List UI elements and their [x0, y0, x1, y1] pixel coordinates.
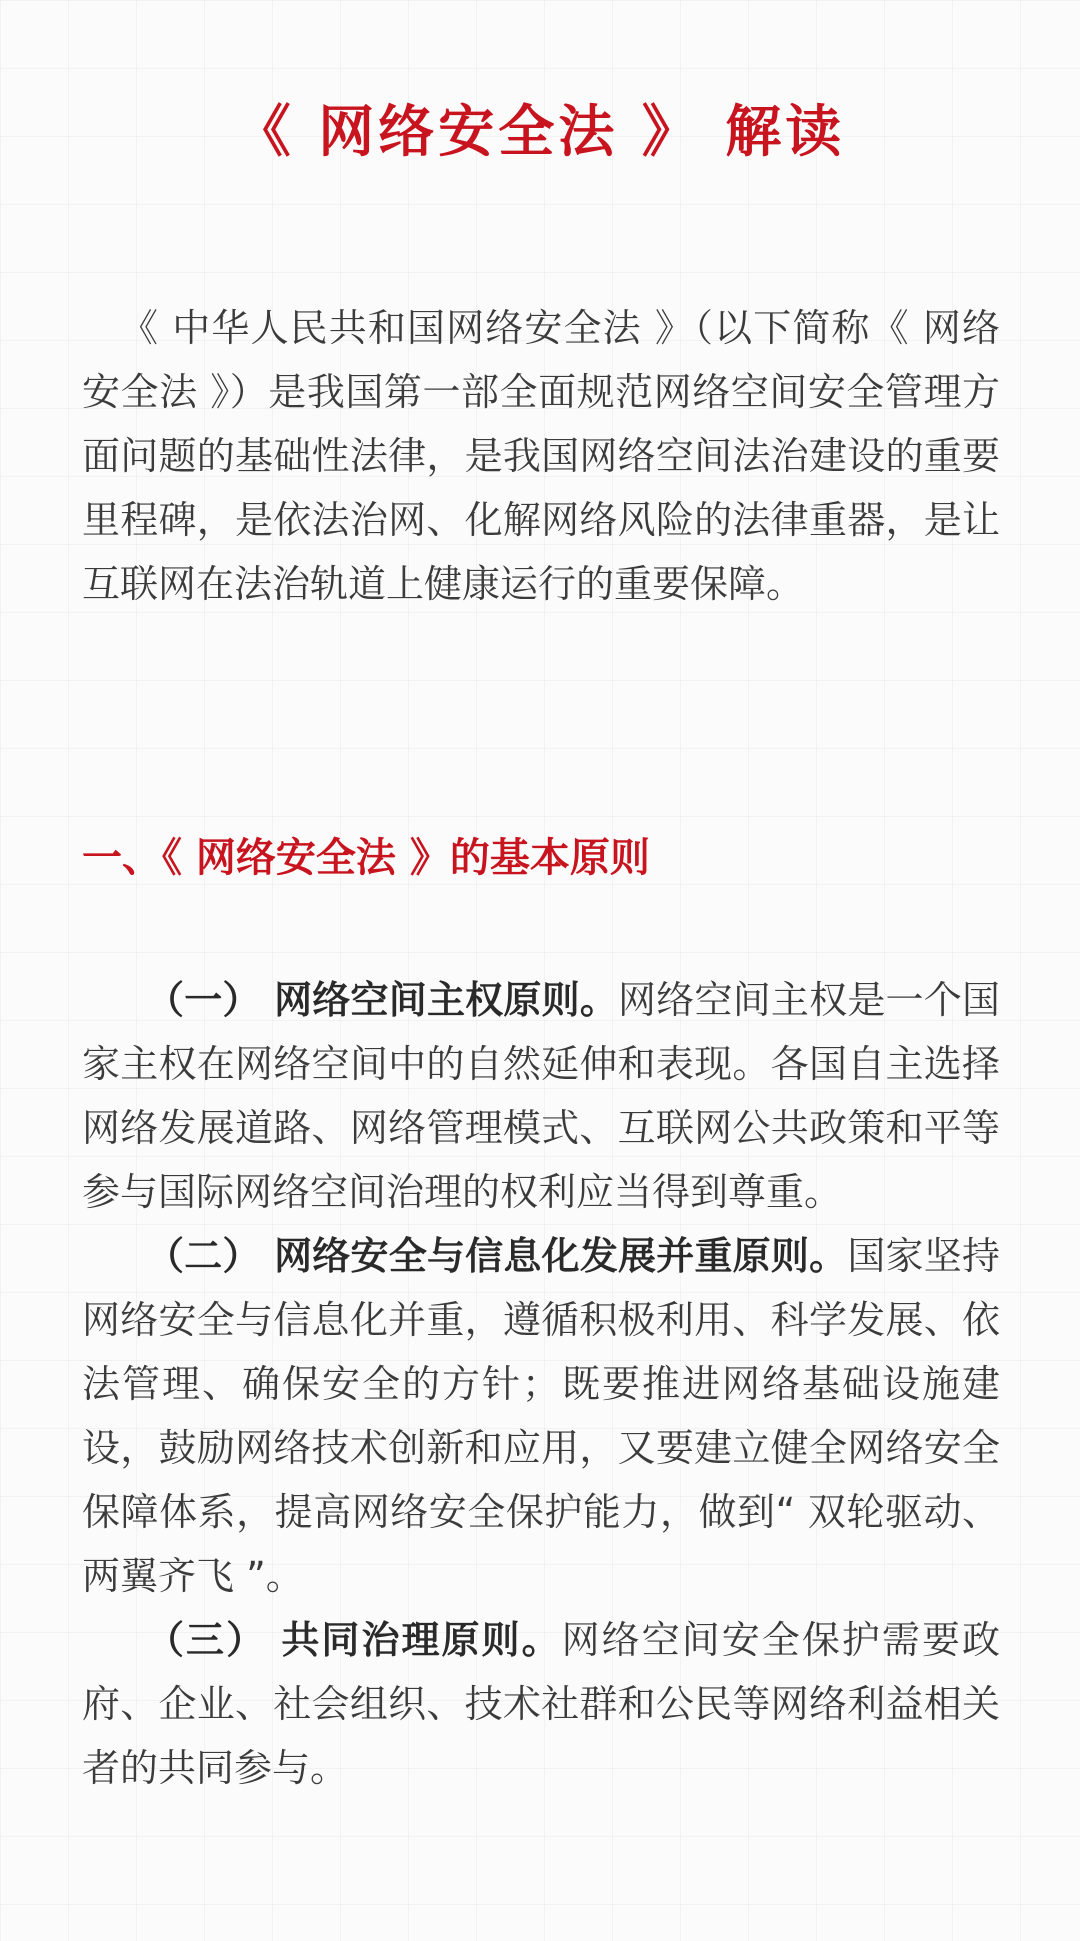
intro-paragraph: 《 中华人民共和国网络安全法 》（以下简称《 网络安全法 》）是我国第一部全面规范网络空间安全管理方面问题的基础性法律，是我国网络空间法治建设的重要里程碑，是依法治网、化解网络风险的法律重器，是让互联网在法治轨道上健康运行的重要保障。 [82, 306, 1000, 606]
principle-3-label: （三） 共同治理原则。 [146, 1618, 562, 1662]
principle-3 [82, 1608, 1000, 1800]
principle-3-text: 网络空间安全保护需要政府、企业、社会组织、技术社群和公民等网络利益相关者的共同参与。 [82, 1618, 1000, 1790]
principles-list [82, 968, 1000, 1800]
principle-1-label: （一） 网络空间主权原则。 [146, 978, 619, 1022]
principle-1-text: 网络空间主权是一个国家主权在网络空间中的自然延伸和表现。各国自主选择网络发展道路、网络管理模式、互联网公共政策和平等参与国际网络空间治理的权利应当得到尊重。 [82, 978, 1000, 1214]
principle-2-text: 国家坚持网络安全与信息化并重，遵循积极利用、科学发展、依法管理、确保安全的方针；既要推进网络基础设施建设，鼓励网络技术创新和应用，又要建立健全网络安全保障体系，提高网络安全保护能力，做到“ 双轮驱动、两翼齐飞 ”。 [82, 1234, 1000, 1598]
principle-1 [82, 968, 1000, 1224]
document-title: 《 网络安全法 》 解读 [234, 100, 846, 165]
principle-2-label: （二） 网络安全与信息化发展并重原则。 [146, 1234, 848, 1278]
principle-2 [82, 1224, 1000, 1608]
section-heading: 一、《 网络安全法 》的基本原则 [82, 835, 650, 881]
